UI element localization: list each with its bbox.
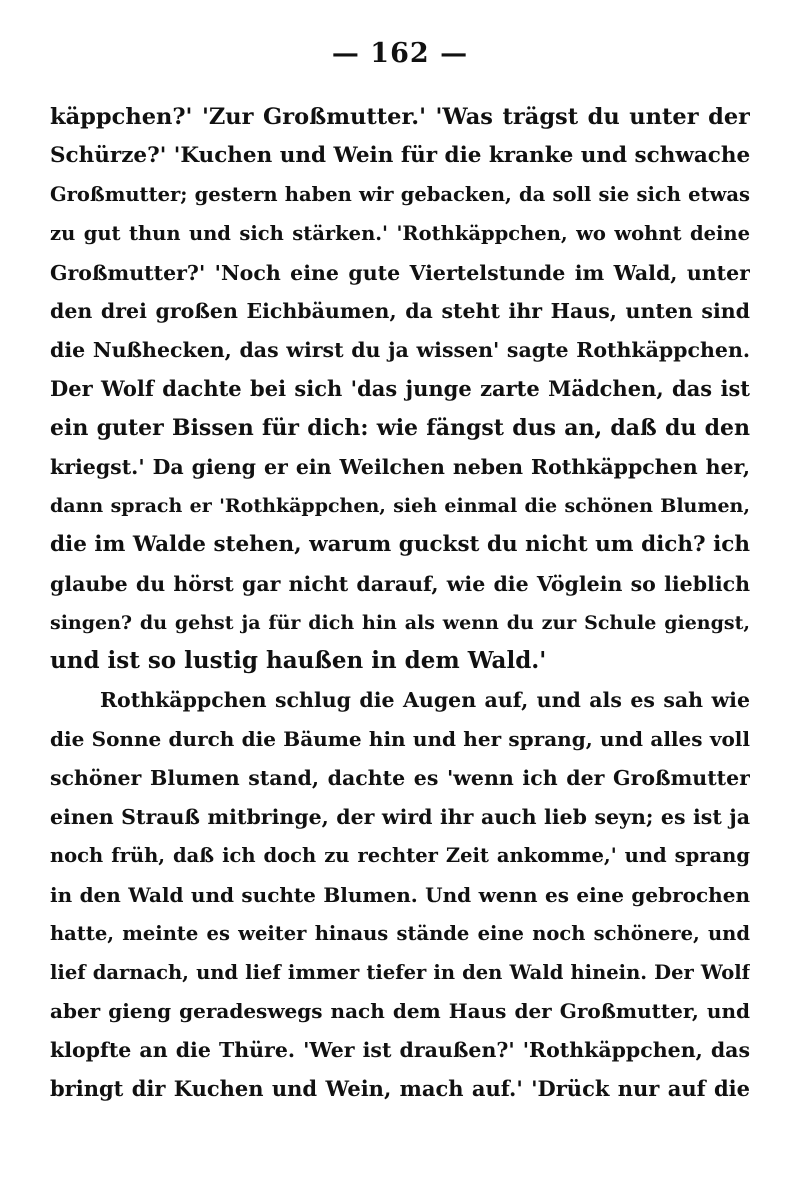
text-line: einen Strauß mitbringe, der wird ihr auch lieb seyn; es ist ja (50, 805, 750, 830)
text-line: kriegst.' Da gieng er ein Weilchen neben Rothkäppchen her, (50, 455, 750, 480)
text-line: Großmutter?' 'Noch eine gute Viertelstunde im Wald, unter (50, 260, 750, 285)
text-line: käppchen?' 'Zur Großmutter.' 'Was trägst du unter der (50, 104, 750, 130)
text-line: ein guter Bissen für dich: wie fängst dus an, daß du den (50, 415, 750, 442)
text-line: hatte, meinte es weiter hinaus stände eine noch schönere, und (50, 921, 750, 945)
text-line: die Nußhecken, das wirst du ja wissen' sagte Rothkäppchen. (50, 338, 750, 363)
text-line: glaube du hörst gar nicht darauf, wie die Vöglein so lieblich (50, 571, 750, 596)
text-line: singen? du gehst ja für dich hin als wenn du zur Schule giengst, (50, 611, 750, 634)
text-line: und ist so lustig haußen in dem Wald.' (50, 647, 547, 675)
body-text (50, 98, 750, 1109)
text-line: klopfte an die Thüre. 'Wer ist draußen?' 'Rothkäppchen, das (50, 1038, 750, 1063)
text-line: Rothkäppchen schlug die Augen auf, und als es sah wie (100, 688, 750, 713)
text-line: bringt dir Kuchen und Wein, mach auf.' 'Drück nur auf die (50, 1076, 750, 1102)
text-line: Großmutter; gestern haben wir gebacken, da soll sie sich etwas (50, 182, 750, 206)
text-line: den drei großen Eichbäumen, da steht ihr Haus, unten sind (50, 299, 750, 324)
page-number: — 162 — (331, 38, 469, 69)
text-line: in den Wald und suchte Blumen. Und wenn es eine gebrochen (50, 882, 750, 907)
paragraph (50, 98, 750, 681)
text-line: die Sonne durch die Bäume hin und her sprang, und alles voll (50, 727, 750, 752)
text-line: Der Wolf dachte bei sich 'das junge zarte Mädchen, das ist (50, 376, 750, 402)
text-line: die im Walde stehen, warum guckst du nicht um dich? ich (50, 531, 750, 557)
text-line: aber gieng geradeswegs nach dem Haus der Großmutter, und (50, 999, 750, 1024)
text-line: noch früh, daß ich doch zu rechter Zeit ankomme,' und sprang (50, 843, 750, 867)
text-line: schöner Blumen stand, dachte es 'wenn ich der Großmutter (50, 766, 750, 791)
text-line: zu gut thun und sich stärken.' 'Rothkäppchen, wo wohnt deine (50, 221, 750, 245)
text-line: Schürze?' 'Kuchen und Wein für die kranke und schwache (50, 142, 750, 168)
text-line: dann sprach er 'Rothkäppchen, sieh einmal die schönen Blumen, (50, 494, 750, 517)
paragraph (50, 681, 750, 1109)
text-line: lief darnach, und lief immer tiefer in den Wald hinein. Der Wolf (50, 960, 750, 984)
